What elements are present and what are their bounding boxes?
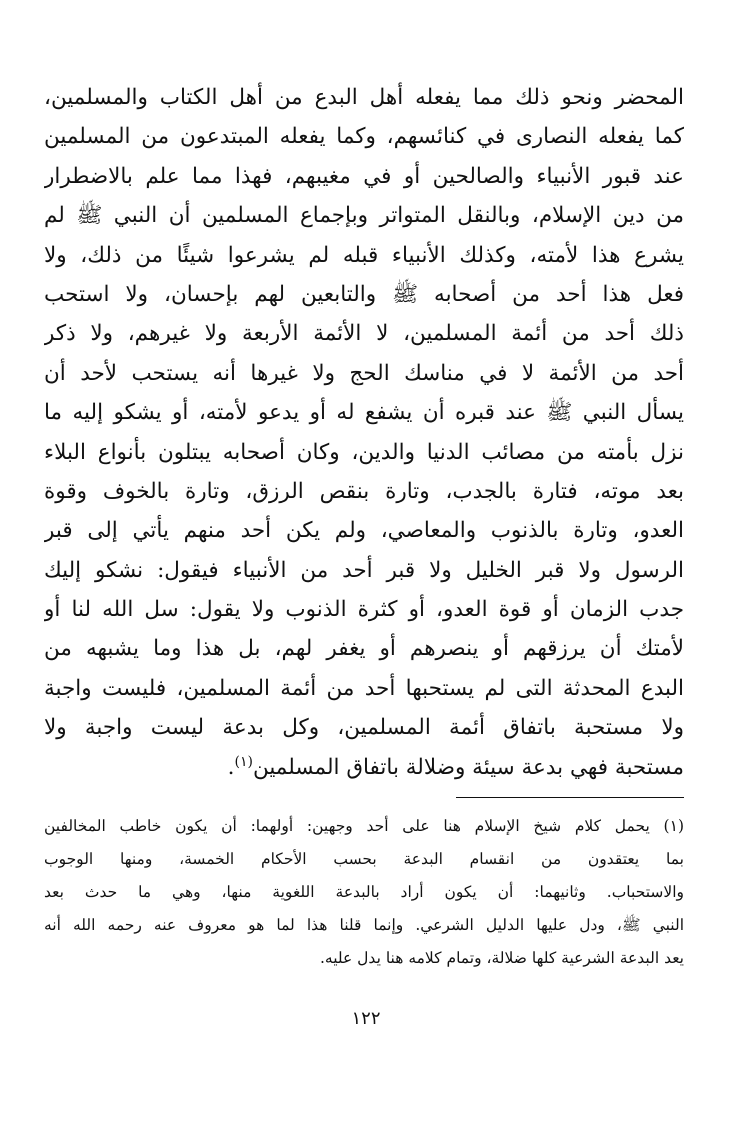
last-line-text: مستحبة فهي بدعة سيئة وضلالة باتفاق المسلمين <box>252 754 684 780</box>
footnote-line: النبي ﷺ، ودل عليها الدليل الشرعي. وإنما قلنا هذا لما هو معروف عنه رحمه الله أنه <box>44 916 684 934</box>
text-line: نزل بأمته من مصائب الدنيا والدين، وكان أصحابه يبتلون بأنواع البلاء <box>44 439 684 465</box>
text-line: بعد موته، فتارة بالجدب، وتارة بنقص الرزق، وتارة بالخوف وقوة <box>44 478 684 504</box>
text-line: جدب الزمان أو قوة العدو، أو كثرة الذنوب ولا يقول: سل الله لنا أو <box>44 597 684 623</box>
text-line: ولا مستحبة باتفاق أئمة المسلمين، وكل بدعة ليست واجبة ولا <box>44 715 684 741</box>
text-line: من دين الإسلام، وبالنقل المتواتر وبإجماع المسلمين أن النبي ﷺ لم <box>44 203 684 229</box>
text-line: يشرع هذا لأمته، وكذلك الأنبياء قبله لم يشرعوا شيئًا من ذلك، ولا <box>44 242 684 268</box>
text-line: المحضر ونحو ذلك مما يفعله أهل البدع من أهل الكتاب والمسلمين، <box>44 85 684 110</box>
footnote-divider <box>456 797 684 798</box>
main-text <box>44 78 684 787</box>
footnote-line: بما يعتقدون من انقسام البدعة بحسب الأحكام الخمسة، ومنها الوجوب <box>44 850 684 868</box>
footnote <box>44 810 684 975</box>
text-line: عند قبور الأنبياء والصالحين أو في مغيبهم، فهذا مما علم بالاضطرار <box>44 163 684 189</box>
footnote-line: والاستحباب. وثانيهما: أن يكون أراد بالبدعة اللغوية منها، وهي ما حدث بعد <box>44 883 684 901</box>
text-line: كما يفعله النصارى في كنائسهم، وكما يفعله المبتدعون من المسلمين <box>44 124 684 150</box>
footnote-line: يعد البدعة الشرعية كلها ضلالة، وتمام كلامه هنا يدل عليه. <box>319 949 684 967</box>
text-line: ذلك أحد من أئمة المسلمين، لا الأئمة الأربعة ولا غيرهم، ولا ذكر <box>44 321 684 347</box>
text-line: لأمتك أن يرزقهم أو ينصرهم أو يغفر لهم، بل هذا وما يشبهه من <box>44 636 684 662</box>
page-number: ١٢٢ <box>351 1008 381 1029</box>
text-line-last: مستحبة فهي بدعة سيئة وضلالة باتفاق المسلمين$^{(١)}$. <box>227 753 684 780</box>
text-line: الرسول ولا قبر الخليل ولا قبر أحد من الأنبياء فيقول: نشكو إليك <box>44 557 684 583</box>
text-line: العدو، وتارة بالذنوب والمعاصي، ولم يكن أحد منهم يأتي إلى قبر <box>44 518 684 544</box>
text-line: فعل هذا أحد من أصحابه ﷺ والتابعين لهم بإحسان، ولا استحب <box>44 281 684 307</box>
footnote-line: (١) يحمل كلام شيخ الإسلام هنا على أحد وجهين: أولهما: أن يكون خاطب المخالفين <box>44 817 684 835</box>
text-line: يسأل النبي ﷺ عند قبره أن يشفع له أو يدعو لأمته، أو يشكو إليه ما <box>44 400 684 426</box>
text-line: أحد من الأئمة لا في مناسك الحج ولا غيرها أنه يستحب لأحد أن <box>44 360 684 386</box>
footnote-reference[interactable]: (١) <box>234 753 253 770</box>
text-line: البدع المحدثة التى لم يستحبها أحد من أئمة المسلمين، فليست واجبة <box>44 675 684 701</box>
